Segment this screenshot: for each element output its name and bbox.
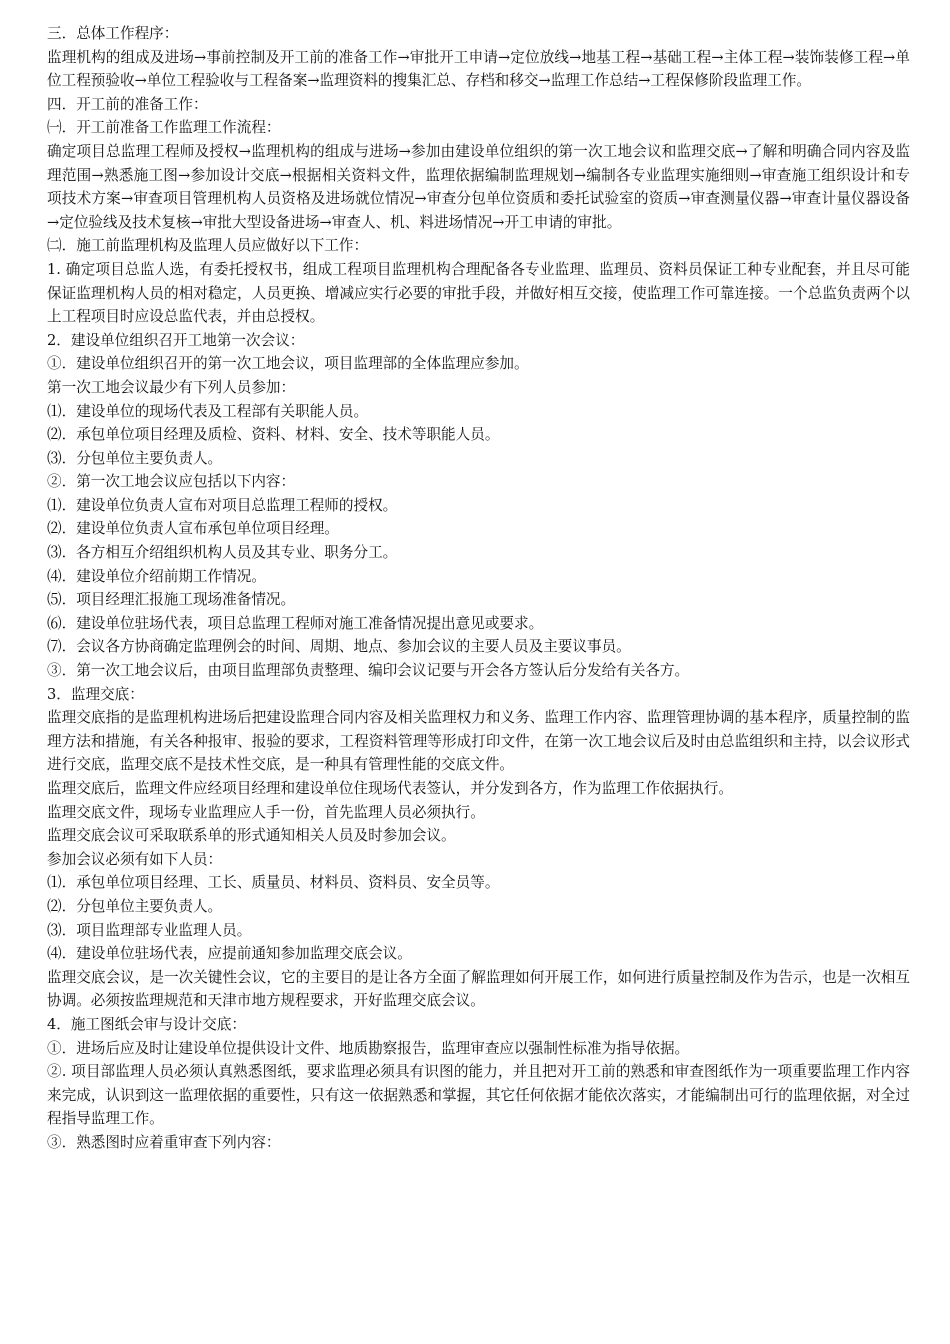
text-line: ⑺．会议各方协商确定监理例会的时间、周期、地点、参加会议的主要人员及主要议事员。 [47, 638, 631, 656]
text-line: ⑶．项目监理部专业监理人员。 [47, 921, 252, 939]
text-line: 参加会议必须有如下人员： [47, 850, 223, 868]
body-paragraph: 监理机构的组成及进场→事前控制及开工前的准备工作→审批开工申请→定位放线→地基工程→基础工程→主体工程→装饰装修工程→单位工程预验收→单位工程验收与工程备案→监理资料的搜集汇总、存档和移交→监理工作总结→工程保修阶段监理工作。 [47, 48, 910, 90]
text-line: 第一次工地会议最少有下列人员参加： [47, 378, 296, 396]
text-line: ⑵．承包单位项目经理及质检、资料、材料、安全、技术等职能人员。 [47, 426, 500, 444]
text-line: ⑶．分包单位主要负责人。 [47, 449, 223, 467]
text-line: ②．第一次工地会议应包括以下内容： [47, 473, 296, 491]
text-line: 4．施工图纸会审与设计交底： [47, 1015, 247, 1033]
text-line: ⑴．建设单位的现场代表及工程部有关职能人员。 [47, 402, 369, 420]
text-line: 监理交底会议可采取联系单的形式通知相关人员及时参加会议。 [47, 827, 456, 845]
text-line: ⑵．分包单位主要负责人。 [47, 897, 223, 915]
text-line: ⑴．建设单位负责人宣布对项目总监理工程师的授权。 [47, 496, 398, 514]
text-line: 四．开工前的准备工作： [47, 95, 208, 113]
text-line: 3．监理交底： [47, 685, 144, 703]
body-paragraph: ②. 项目部监理人员必须认真熟悉图纸，要求监理必须具有识图的能力，并且把对开工前的熟悉和审查图纸作为一项重要监理工作内容来完成，认识到这一监理依据的重要性，只有这一依据熟悉和掌握，其它任何依据才能依次落实，才能编制出可行的监理依据，对全过程指导监理工作。 [47, 1063, 910, 1128]
text-line: ⑸．项目经理汇报施工现场准备情况。 [47, 591, 296, 609]
text-line: ⑷．建设单位驻场代表，应提前通知参加监理交底会议。 [47, 945, 412, 963]
text-line: 2．建设单位组织召开工地第一次会议： [47, 331, 305, 349]
text-line: ㈠．开工前准备工作监理工作流程： [47, 119, 281, 137]
text-line: ③．熟悉图时应着重审查下列内容： [47, 1133, 281, 1151]
text-line: 监理交底文件，现场专业监理应人手一份，首先监理人员必须执行。 [47, 803, 485, 821]
text-line: ㈡．施工前监理机构及监理人员应做好以下工作： [47, 237, 369, 255]
text-line: ①．进场后应及时让建设单位提供设计文件、地质勘察报告，监理审查应以强制性标准为指导依据。 [47, 1039, 690, 1057]
body-paragraph: 监理交底会议，是一次关键性会议，它的主要目的是让各方全面了解监理如何开展工作，如何进行质量控制及作为告示，也是一次相互协调。必须按监理规范和天津市地方规程要求，开好监理交底会议。 [47, 968, 910, 1010]
body-paragraph: 1. 确定项目总监人选，有委托授权书，组成工程项目监理机构合理配备各专业监理、监理员、资料员保证工种专业配套，并且尽可能保证监理机构人员的相对稳定，人员更换、增减应实行必要的审批手段，并做好相互交接，使监理工作可靠连接。一个总监负责两个以上工程项目时应设总监代表，并由总授权。 [47, 260, 910, 326]
body-paragraph: 监理交底指的是监理机构进场后把建设监理合同内容及相关监理权力和义务、监理工作内容、监理管理协调的基本程序，质量控制的监理方法和措施，有关各种报审、报验的要求，工程资料管理等形成打印文件，在第一次工地会议后及时由总监组织和主持，以会议形式进行交底，监理交底不是技术性交底，是一种具有管理性能的交底文件。 [47, 709, 910, 774]
text-line: ⑶．各方相互介绍组织机构人员及其专业、职务分工。 [47, 544, 398, 562]
text-line: 监理交底后，监理文件应经项目经理和建设单位住现场代表签认，并分发到各方，作为监理工作依据执行。 [47, 780, 733, 797]
text-line: ⑹．建设单位驻场代表，项目总监理工程师对施工准备情况提出意见或要求。 [47, 614, 544, 632]
text-line: ⑵．建设单位负责人宣布承包单位项目经理。 [47, 520, 339, 538]
body-paragraph: 确定项目总监理工程师及授权→监理机构的组成与进场→参加由建设单位组织的第一次工地会议和监理交底→了解和明确合同内容及监理范围→熟悉施工图→参加设计交底→根据相关资料文件，监理依据编制监理规划→编制各专业监理实施细则→审查施工组织设计和专项技术方案→审查项目管理机构人员资格及进场就位情况→审查分包单位资质和委托试验室的资质→审查测量仪器→审查计量仪器设备→定位验线及技术复核→审批大型设备进场→审查人、机、料进场情况→开工申请的审批。 [47, 142, 910, 231]
text-line: ①．建设单位组织召开的第一次工地会议，项目监理部的全体监理应参加。 [47, 355, 529, 373]
text-line: ⑷．建设单位介绍前期工作情况。 [47, 567, 266, 585]
text-line: ⑴．承包单位项目经理、工长、质量员、材料员、资料员、安全员等。 [47, 874, 500, 892]
text-line: ③．第一次工地会议后，由项目监理部负责整理、编印会议记要与开会各方签认后分发给有关各方。 [47, 662, 690, 680]
text-line: 三．总体工作程序： [47, 25, 179, 42]
